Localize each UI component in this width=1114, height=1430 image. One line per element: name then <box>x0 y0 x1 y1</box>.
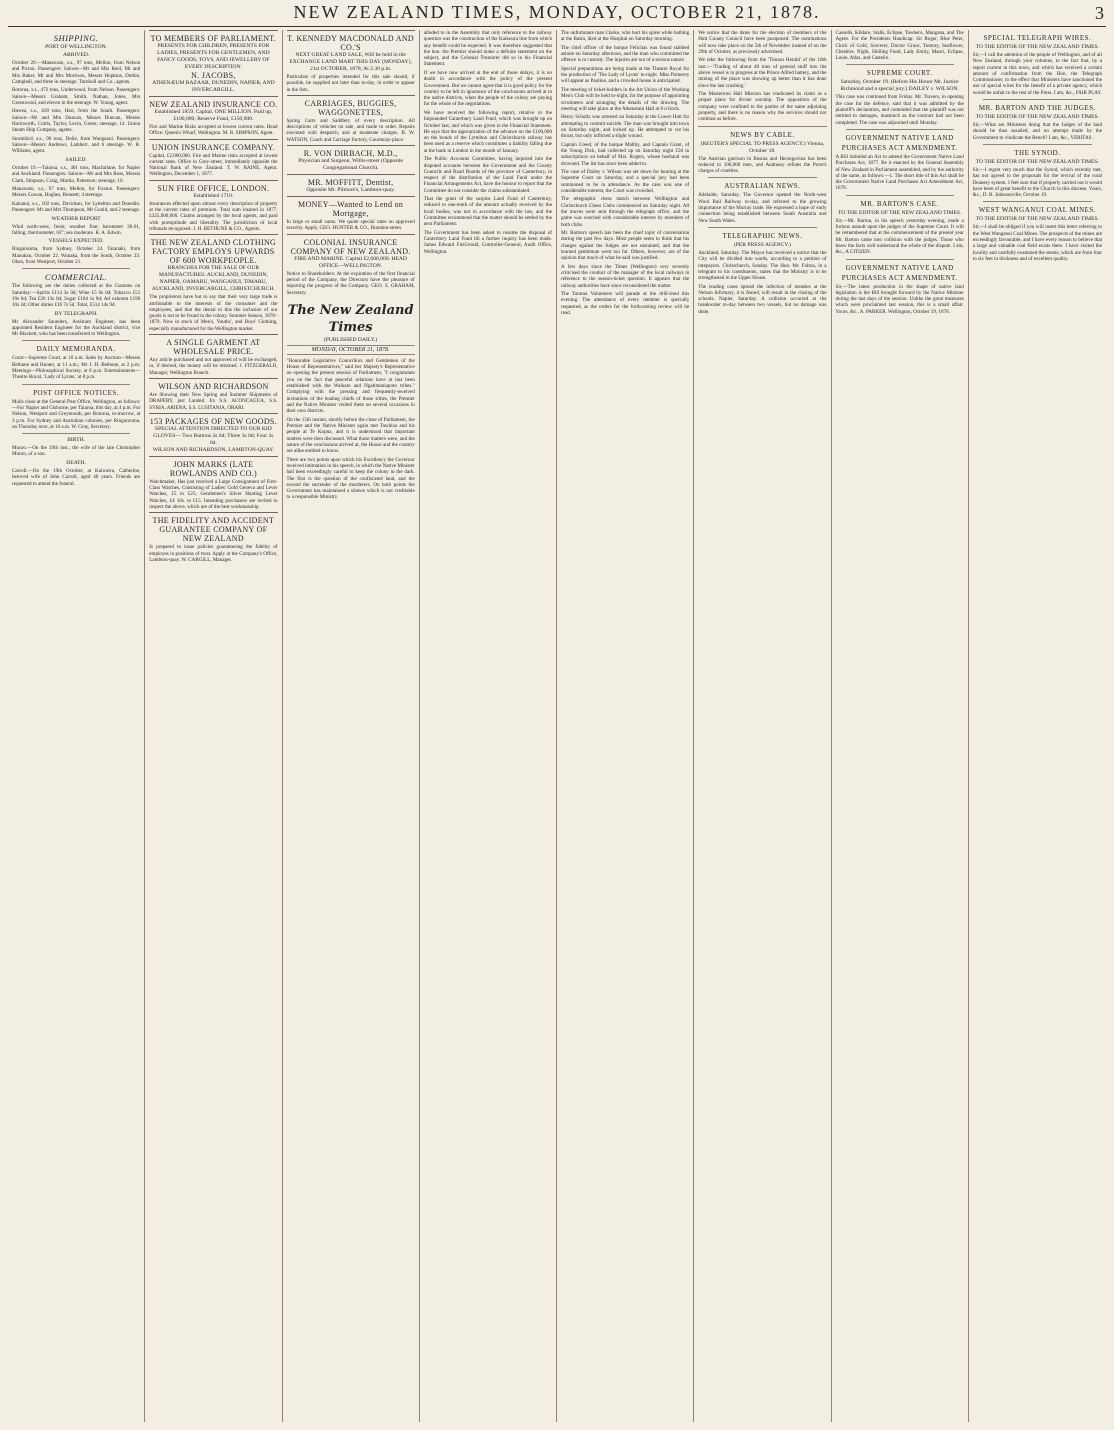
shipping-paragraph: Manawatu, s.s., 97 tons, Mellon, for Foxton. Passengers: Messrs Cowan, Hughes, Bennett; 4 steerage. <box>12 185 141 199</box>
letter-heading: GOVERNMENT NATIVE LAND PURCHASES ACT AMENDMENT. <box>841 263 958 282</box>
ad-heading: 153 PACKAGES OF NEW GOODS. <box>149 416 277 426</box>
letter-subheading: TO THE EDITOR OF THE NEW ZEALAND TIMES. <box>975 158 1100 165</box>
column-7 <box>832 30 969 1422</box>
divider <box>983 201 1092 202</box>
expected-vessels: Ringarooma, from Sydney, October 24. Taranaki, from Manukau, October 22. Wanaka, from the South, October 23. Ohau, from Westport, October 21. <box>12 246 141 265</box>
ad-line: NEXT GREAT LAND SALE, Will be held in the EXCHANGE LAND MART THIS DAY (MONDAY), 21st OCTOBER, 1878, At 2.30 p.m. <box>289 52 412 72</box>
letter-text: Sir,—Mr. Barton, in his speech yesterday evening, made a furious assault upon the judges of the Supreme Court. It will be remembered that at the commencement of the present year Mr. Barton came into collision with the judges. Those who knew the facts well understand the whole of the dispute. I am, &c., A CITIZEN. <box>835 217 964 256</box>
column-5 <box>557 30 694 1422</box>
advertisement <box>287 145 415 174</box>
divider <box>22 340 130 341</box>
divider <box>708 227 816 228</box>
telegraph-paragraph: Mr Alexander Saunders, Assistant Engineer, has been appointed Resident Engineer for the Auckland district, vice Mr Blackett, who has been transferred to Wellington. <box>12 318 141 338</box>
ad-heading: T. KENNEDY MACDONALD AND CO.'S <box>287 34 414 52</box>
letter-subheading: TO THE EDITOR OF THE NEW ZEALAND TIMES. <box>837 209 962 216</box>
postal-paragraph: Mails close at the General Post Office, Wellington, as follows:—For Napier and Gisborne, per Taiaroa, this day, at 4 p.m. For Nelson, Westport and Greymouth, per Rotorua, to-morrow, at 3 p.m. For Sydney and Australian colonies, per Ringarooma, on Thursday next, at 10 a.m. W. Gray, Secretary. <box>12 398 141 430</box>
ad-body: Is prepared to issue policies guaranteeing the fidelity of employes in positions of trust. Apply at the Company's Office, Lambton-quay. W. CARGILL, Manager. <box>149 544 278 563</box>
advertisement <box>149 334 277 378</box>
sailed-label: SAILED. <box>65 156 87 163</box>
divider <box>22 384 130 385</box>
weather-report: Wind north-west, fresh; weather fine; barometer 30·01, falling; thermometer, 63°; sea moderate. R. A. Edwin. <box>12 223 141 236</box>
letter-heading: MR. BARTON AND THE JUDGES. <box>978 104 1096 113</box>
advertisement <box>149 30 277 96</box>
advertisement <box>287 234 415 298</box>
news-item: The unfortunate man Clarke, who hurt his spine while bathing at the Basin, died at the Hospital on Saturday morning. <box>561 30 690 43</box>
news-item: The Mastertoni Hall Mission has vindicated its claim as a proper place for divine worship. The opposition of the company were confined to the parties of the same adjoining property, and there is no reason why the services should not continue as before. <box>698 91 827 123</box>
ad-body: In large or small sums. We quote special rates on approved security. Apply, GEO. HUNTER & CO., Brandon-street. <box>286 219 415 232</box>
article-paragraph: The Government has been asked to resume the disposal of Canterbury Land Fund till a further inquiry has been made. James Edward FitzGerald, Controller-General, Audit Office, Wellington. <box>423 229 552 255</box>
news-item: We notice that the dates for the election of members of the Hutt County Council have been postponed. The nominations will now take place on the 5th of November instead of on the 29th of October, as previously advertised. <box>698 30 827 55</box>
shipping-heading: SHIPPING. <box>53 33 99 43</box>
ad-heading: NEW ZEALAND INSURANCE CO. <box>149 100 278 109</box>
advertisement <box>287 174 415 196</box>
editorial-paragraph: There are two points upon which his Excellency the Governor received intimation in his speech, in which the Native Minister had been exceedingly careful to keep the colony in the dark. The first is the question of the confiscated land, and the second the surrender of the murderers. On both points the Government has maintained a silence which is not creditable to a responsible Ministry. <box>286 456 415 501</box>
letter-text: Sir,—What are Ministers doing that the Judges of the land should be thus assailed, and no attempt made by the Government to vindicate the Bench? I am, &c., VERITAS. <box>972 122 1102 141</box>
ad-line: SPECIAL ATTENTION DIRECTED TO OUR KID GLOVES— Two Buttons 2s 6d; Three 3s 0d; Four 3s 6d. <box>153 425 274 446</box>
ad-body: Are Showing their New Spring and Summer Shipments of DRAPERY, just Landed. Ex S.S. ACONCAGUA, S.S. SYRIA, ARIENA, S.S. LUSITANIA, ORARI. <box>149 391 278 411</box>
page-number: 3 <box>1095 3 1104 23</box>
divider <box>983 99 1092 100</box>
birth-heading: BIRTH. <box>67 437 86 444</box>
newspaper-nameplate: The New Zealand Times <box>287 302 414 335</box>
newspaper-columns <box>8 30 1106 1422</box>
masthead <box>0 0 1114 24</box>
ad-heading: WILSON AND RICHARDSON <box>158 381 269 391</box>
divider <box>698 126 826 127</box>
ad-heading: SUN FIRE OFFICE, LONDON. <box>157 183 270 193</box>
advertisement <box>287 30 415 95</box>
ad-heading: CARRIAGES, BUGGIES, WAGGONETTES, <box>304 98 397 117</box>
column-8 <box>969 30 1106 1422</box>
news-item: A few days since the Times (Wellington) very severely criticised the conduct of the manager of the local railways in reference to the season-ticket question. It appears that the railway authorities have since reconsidered the matter. <box>561 263 690 289</box>
nameplate-subtitle: (PUBLISHED DAILY.) <box>323 336 378 343</box>
commercial-heading: COMMERCIAL. <box>44 272 108 283</box>
postal-heading: POST OFFICE NOTICES. <box>33 388 120 397</box>
ad-heading: UNION INSURANCE COMPANY. <box>151 142 275 152</box>
news-item: Special preparations are being made at the Theatre Royal for the production of 'The Lady of Lyons' to-night. Miss Pomeroy will appear as Pauline, and a crowded house is anticipated. <box>561 65 690 85</box>
ad-heading: A SINGLE GARMENT AT WHOLESALE PRICE. <box>166 338 261 357</box>
news-item: Mr. Barton's speech has been the chief topic of conversation during the past few days. Most people seem to think that his charges against the Judges are not sustained, and that the learned gentleman went too far. Others, however, are of the opinion that much of what he said was justified. <box>561 230 690 262</box>
telegraphic-news-heading: TELEGRAPHIC NEWS. <box>722 231 803 240</box>
arrived-label: ARRIVED. <box>62 52 90 58</box>
column-1 <box>8 30 145 1422</box>
letter-text: Sir,—I shall be obliged if you will insert this letter referring to the West Wanganui Coal Mines. The prospects of the mines are exceedingly favourable, and I have every reason to believe that a large and valuable coal field exists there. I have visited the locality and carefully examined the seams, which are from four to six feet in thickness and of excellent quality. <box>972 224 1102 262</box>
advertisement <box>287 95 415 145</box>
ad-line: Physician and Surgeon, Willis-street (Opposite Congregational Church). <box>298 158 403 172</box>
weather-heading: WEATHER REPORT <box>51 215 101 222</box>
ad-line: PRESENTS FOR CHILDREN, PRESENTS FOR LADIES, PRESENTS FOR GENTLEMEN, AND FANCY GOODS, TOYS, AND JEWELLERY OF EVERY DESCRIPTION. <box>157 43 270 70</box>
ad-body: Notice to Shareholders: At the expiration of the first financial period of the Company, the Directors have the pleasure of reporting the progress of the Company. GEO. S. GRAHAM, Secretary. <box>286 270 415 296</box>
bill-heading: GOVERNMENT NATIVE LAND PURCHASES ACT AMENDMENT. <box>841 133 958 152</box>
ad-body: The proprietors have but to say that their very large trade is attributable to the interests of the consumer and the employees, and that the denial to this the inclusion of our goods is not to be found in the colony. Summer Season, 1878–1879. Now in stock of Men's, Youths', and Boys' Clothing, especially manufactured for the Wellington market. <box>149 294 278 332</box>
ad-heading: MONEY—Wanted to Lend on Mortgage, <box>298 200 404 219</box>
article-paragraph: If we have now arrived at the end of those delays, it is no doubt in accordance with the policy of the present Government. But we cannot agree that it is good policy for the country to be left in ignorance of the conclusions arrived at in the native districts, when the people of the colony are paying for the whole of the negotiations. <box>423 69 552 108</box>
letter-text: Sir,—The latest production in the shape of native land legislation is the Bill brought forward by the Native Minister during the last days of the session. Unlike the great measures which were proclaimed last session, this is a small affair. Yours, &c., A. PARKER. Wellington, October 19, 1878. <box>835 283 964 315</box>
letter-heading: WEST WANGANUI COAL MINES. <box>978 206 1097 215</box>
australian-news-heading: AUSTRALIAN NEWS. <box>724 182 801 191</box>
death-heading: DEATH. <box>66 459 86 466</box>
ad-line: Established 1859. Capital, ONE MILLION. Paid up, £100,000; Reserve Fund, £150,000. <box>154 109 273 122</box>
divider <box>846 259 954 260</box>
advertisement <box>149 378 277 413</box>
ad-body: Any article purchased and not approved of will be exchanged, or, if desired, the money will be returned. J. FITZGERALD, Manager, Wellington Branch. <box>149 357 278 376</box>
cable-news-subheading: (REUTER'S SPECIAL TO PRESS AGENCY.) Vienna, October 18. <box>700 140 825 154</box>
article-paragraph: alluded to in the Assembly that only reference to the railway question was the construction of the Kaikoura line from which any benefit could be expected. It was therefore suggested that the hon. the Premier should make a definite statement on the subject, and the Colonial Treasurer did so in his Financial Statement. <box>423 30 552 68</box>
shipping-paragraph: Hawea, s.s., 418 tons, Hart, from the South. Passengers: Saloon—Mr and Mrs Duncan, Misses Duncan, Messrs Hackworth, Curtis, Taylor, Levin, Green; steerage, 14. Union Steam Ship Company, agents. <box>12 108 141 134</box>
column-6 <box>694 30 831 1422</box>
news-item: We take the following from the 'Timaru Herald' of the 18th inst.:—'Trading of about 40 tons of general stuff into the above vessel is in progress at the Prince Alfred battery, and the mining of the place was showing up better than it has done since the last crushing.' <box>698 57 827 89</box>
column-3 <box>283 30 420 1422</box>
ad-heading: JOHN MARKS (LATE ROWLANDS AND CO.) <box>169 459 257 478</box>
cable-news-heading: NEWS BY CABLE. <box>730 130 795 139</box>
article-paragraph: That the grant of the surplus Land Fund of Canterbury, reduced to one-tenth of the amount actually received by the local bodies, was not in accordance with the law, and the Committee recommend that the matter should be settled by the next Parliament. <box>423 196 552 228</box>
advertisement <box>149 413 277 456</box>
masthead-rule <box>8 26 1106 27</box>
ad-body: Watchmaker, Has just received a Large Consignment of First-Class Watches, Consisting of Ladies' Gold Geneva and Lever Watches, £5 to £25; Gentlemen's Silver Hunting Lever Watches, £4 10s. to £15. Intending purchasers are invited to inspect the above, which are of the best workmanship. <box>149 478 278 511</box>
ad-line: ATHENÆUM BAZAAR, DUNEDIN, NAPIER, AND INVERCARGILL. <box>152 80 275 93</box>
ad-line: Established 1710. <box>193 192 234 199</box>
news-item: Cassells, Kildare, Stalls, Eclipse, Tawhero, Mangana, and The Agent. For the Presidents Handicap: Sir Roger, Blue Peter, Chick of Gold, Sorcerer, Doctor Grace, Tommy, Seaflower, Cheshire, Night, Shilling Fund, Lady Emily, Maori, Eclipse, Louie, Atlas, and Castello. <box>835 30 964 62</box>
shipping-paragraph: Rotorua, s.s., 472 tons, Underwood, from Nelson. Passengers: Saloon—Messrs Graham, Smith, Nathan, Jones, Mrs Greenwood, and eleven in the steerage. W. Young, agent. <box>12 87 141 106</box>
supreme-court-subheading: Saturday, October 19. (Before His Honor Mr. Justice Richmond and a special jury.) DAILEY v. WILSON. <box>840 79 959 93</box>
bill-text: A Bill intituled an Act to amend the Government Native Land Purchases Act, 1877. Be it enacted by the General Assembly of New Zealand in Parliament assembled, and by the authority of the same, as follows:—1. The short title of this Act shall be the Government Native Land Purchases Act Amendment Act, 1878. <box>835 153 964 192</box>
death-notice: Carroll.—On the 19th October, at Kaiwarra, Catherine, beloved wife of John Carroll, aged 48 years. Friends are requested to attend the funeral. <box>12 467 141 487</box>
letter-subheading: TO THE EDITOR OF THE NEW ZEALAND TIMES. <box>975 44 1100 50</box>
advertisement <box>149 139 277 180</box>
advertisement <box>149 456 277 512</box>
column-2 <box>145 30 282 1422</box>
expected-heading: VESSELS EXPECTED. <box>48 238 104 245</box>
article-paragraph: The Public Accounts Committee, having inquired into the disputed accounts between the Government and the County Councils and Road Boards of the province of Canterbury, in respect of the distribution of the Land Fund under the Financial Arrangements Act, have the honour to report that the Committee do not consider the claims substantiated. <box>423 156 552 194</box>
advertisement <box>149 96 277 139</box>
divider <box>983 144 1092 145</box>
ad-heading: THE FIDELITY AND ACCIDENT GUARANTEE COMPANY OF NEW ZEALAND <box>152 516 275 544</box>
advertisement <box>149 512 277 565</box>
ad-line: Opposite Mr. Pilmore's, Lambton-quay. <box>306 187 395 194</box>
advertisement <box>149 234 277 334</box>
letter-text: Sir,—I call the attention of the people of Wellington, and of all New Zealand, through your columns, to the fact that, by a report current in this town, and which has received a certain amount of confirmation from the Hon. the Telegraph Commissioner, to the effect that Ministers have sanctioned the use of special wires for the benefit of a private agency, which would be unfair to the rest of the Press. I am, &c., FAIR PLAY. <box>972 52 1102 96</box>
ad-body: Spring Carts and Saddlery of every description. All descriptions of vehicles on sale, and made to order. Repairs executed with despatch, and at moderate charges. B. W. WATSON, Coach and Carriage Factory, Courtenay-place. <box>286 117 415 143</box>
telegraphic-news-subheading: (PER PRESS AGENCY.) <box>733 241 791 248</box>
news-item: Captain Creed, of the barque Maltby, and Captain Grant, of the Young Dick, had collected up on Saturday night £30 in subscriptions on behalf of Mrs. Rogers, whose husband was drowned. The list has since been added to. <box>561 141 690 167</box>
australian-news-item: Adelaide, Saturday. The Governor opened the North-west Wool Rail Railway to-day, and referred to the growing importance of the Murray trade. He expressed a hope of early connection being established between South Australia and New South Wales. <box>698 192 827 224</box>
letter-subheading: TO THE EDITOR OF THE NEW ZEALAND TIMES. <box>975 216 1100 223</box>
article-paragraph: We have received the following report, relative to the Impounded Canterbury Land Fund, which was brought up on October last, and which was given in the Financial Statement. He says that the appropriation of the advance on the £100,000 on the bonds of the Lyttelton and Christchurch railway has been used as a reserve which constitutes a liability falling due at the bank in London in the month of January. <box>423 109 552 154</box>
ad-body: Particulars of properties intended for this sale should, if possible, be supplied not later than to-day, in order to appear in the lists. <box>286 74 415 93</box>
news-item: The chief officer of the barque Felicitas was found stabbed ashore on Saturday afternoon, and the man who committed the offence is in custody. The injuries are not of a serious nature. <box>561 44 690 64</box>
memoranda-heading: DAILY MEMORANDA. <box>36 345 116 354</box>
telegraphic-news-item: Auckland, Saturday. The Mayor has received a notice that the City will be divided into wards, according to a petition of ratepayers. Christchurch, Sunday. The Hon. Mr. Fulton, in a telegram to his constituents, states that the Ministry is to be strengthened in the Upper House. <box>698 249 827 282</box>
divider <box>22 268 130 269</box>
shipping-paragraph: October 20.—Manawatu, s.s., 97 tons, Mellon, from Nelson and Picton. Passengers: Saloon—Mr and Mrs Reid, Mr and Mrs Baker, Mr and Mrs Morrison, Messrs Hopkins, Duthie, Campbell, and three in steerage. Turnbull and Co., agents. <box>12 60 141 85</box>
divider <box>22 433 130 434</box>
divider <box>846 129 954 130</box>
editorial-paragraph: "Honorable Legislative Councillors and Gentlemen of the House of Representatives," said her Majesty's Representative on opening the present session of Parliament, "I congratulate you on the fact that peaceful relations have at last been established with the Waikato and Ngatimaniapoto tribes." Complying with the pressing and frequently-received invitations of the leading chiefs of those tribes, the Premier and the Native Minister visited them on several occasions in their own districts. <box>286 357 415 415</box>
ad-heading: TO MEMBERS OF PARLIAMENT. <box>150 34 277 43</box>
port-subheading: PORT OF WELLINGTON. <box>45 44 108 50</box>
masthead-title: NEW ZEALAND TIMES, MONDAY, OCTOBER 21, 1878. <box>293 2 821 22</box>
ad-name: WILSON AND RICHARDSON, LAMBTON-QUAY. <box>152 446 274 453</box>
letter-subheading: TO THE EDITOR OF THE NEW ZEALAND TIMES. <box>975 114 1100 121</box>
supreme-court-report: This case was continued from Friday. Mr. Travers, in opening the case for the defence, said that it was admitted by the plaintiff's declaration, and contended that the plaintiff was not entitled to damages, inasmuch as the contract had not been completed. The case was adjourned until Monday. <box>835 94 964 126</box>
letter-text: Sir,—I regret very much that the Synod, which recently met, has not agreed to the proposals for the revival of the rural Deanery system. I feel sure that if properly carried out it would have been of great benefit to the Church in this diocese. Yours, &c., D. B. Johnsonville, October 19. <box>972 166 1102 199</box>
column-4 <box>420 30 557 1422</box>
letter-heading: SPECIAL TELEGRAPH WIRES. <box>983 34 1092 42</box>
news-item: The case of Dailey v. Wilson was set down for hearing at the Supreme Court on Saturday, and a special jury had been summoned to be in attendance. As the case was one of considerable interest, the Court was crowded. <box>561 169 690 194</box>
memoranda-paragraph: Court—Supreme Court, at 10 a.m. Sales by Auction—Messrs Bethune and Hunter, at 11 a.m.; Mr J. H. Bethune, at 2 p.m. Meetings—Philosophical Society, at 8 p.m. Entertainments—Theatre Royal, 'Lady of Lyons,' at 8 p.m. <box>12 355 141 381</box>
ad-heading: THE NEW ZEALAND CLOTHING FACTORY EMPLOYS UPWARDS OF 600 WORKPEOPLE. <box>150 238 277 266</box>
ad-name: N. JACOBS, <box>191 71 236 80</box>
ad-line: FIRE AND MARINE. Capital £2,000,000. HEAD OFFICE—WELLINGTON. <box>294 255 407 269</box>
birth-notice: Munro.—On the 19th inst., the wife of the late Christopher Munro, of a son. <box>12 445 141 458</box>
telegraphic-news-item: The leading cases spread the infection of measles at the Nelson Infirmary, it is feared, will result in the closing of the schools. Napier, Saturday. A collision occurred at the breakwater to-day between two vessels, but no damage was done. <box>698 283 827 315</box>
commercial-paragraph: The following are the duties collected at the Customs on Saturday:—Spirits £114 3s 0d; Wine £5 0s 0d; Tobacco £51 19s 6d; Tea £26 13s 0d; Sugar £104 1s 8d; Ad valorem £196 10s 2d; Other duties £16 7s 5d. Total, £514 14s 9d. <box>12 283 141 309</box>
letter-heading: MR. BARTON'S CASE. <box>860 199 939 208</box>
ad-body: Capital, £2,000,000. Fire and Marine risks accepted at lowest current rates. Office in Grey-street, immediately opposite the National Bank of New Zealand. T. W. RAINE, Agent. Wellington, December 1, 1877. <box>149 152 278 178</box>
shipping-paragraph: Kakanui, s.s., 102 tons, Davidson, for Lyttelton and Dunedin. Passengers: Mr and Mrs Thompson, Mr Gould, and 2 steerage. <box>12 200 141 214</box>
supreme-court-heading: SUPREME COURT. <box>866 69 933 78</box>
editorial-dateline: MONDAY, OCTOBER 21, 1878. <box>287 345 415 355</box>
letter-heading: THE SYNOD. <box>1014 148 1061 157</box>
advertisement <box>149 180 277 234</box>
ad-body: Fire and Marine Risks accepted at lowest current rates. Head Office: Queen's Wharf, Wellington. M. R. SIMPSON, Agent. <box>149 124 278 137</box>
ad-heading: R. VON DIRBACH, M.D., <box>303 149 398 159</box>
ad-body: Insurances effected upon almost every description of property at the current rates of premium. Total sum insured in 1877, £325,000,000. Claims arranged by the local agents, and paid with promptitude and liberality. The jurisdiction of local tribunals recognised. J. H. BETHUNE & CO., Agents. <box>149 200 278 232</box>
advertisement <box>287 196 415 234</box>
news-item: The meeting of ticket-holders in the Art Union of the Working Men's Club will be held to-night, for the purpose of appointing scrutineers and arranging the details of the drawing. The meeting will take place at the Athenæum Hall at 8 o'clock. <box>561 86 690 112</box>
telegraph-heading: BY TELEGRAPH. <box>54 310 98 317</box>
shipping-paragraph: October 19.—Taiaroa, s.s., 401 tons, Macfarlane, for Napier and Auckland. Passengers: Saloon—Mr and Mrs Ross, Messrs Clark, Simpson, Craig, Martin, Patterson; steerage, 10. <box>12 164 141 184</box>
shipping-paragraph: Stormbird, s.s., 90 tons, Doile, from Wanganui. Passengers: Saloon—Messrs Andrews, Lambert, and 6 steerage. W. R. Williams, agent. <box>12 135 141 155</box>
news-item: The Tararua Volunteers will parade at the drill-shed this evening. The attendance of every member is specially requested, as the orders for the forthcoming review will be read. <box>561 291 690 317</box>
ad-heading: MR. MOFFITT, Dentist, <box>307 178 394 188</box>
editorial-paragraph: On the 15th instant, shortly before the close of Parliament, the Premier and the Native Minister again met Tawhiao and his people at Te Kopua, and it is understood that important matters were then discussed. What those matters were, and the nature of the conclusions arrived at, the House and the country are alike entitled to know. <box>286 416 415 455</box>
ad-line: BRANCHES FOR THE SALE OF OUR MANUFACTURES: AUCKLAND, DUNEDIN, NAPIER, OAMARU, WANGANUI, TIMARU, AUCKLAND, INVERCARGILL, CHRISTCHURCH. <box>151 265 275 293</box>
divider <box>846 64 954 65</box>
ad-heading: COLONIAL INSURANCE COMPANY OF NEW ZEALAND. <box>290 237 411 256</box>
news-item: Henry Schultz was arrested on Saturday at the Lower Hutt for attempting to commit suicide. The man was brought into town on Saturday night, and locked up. He attempted to cut his throat, but only inflicted a slight wound. <box>561 114 690 140</box>
divider <box>708 177 816 178</box>
cable-news-item: The Austrian garrison in Bosnia and Herzegovina has been reduced to 100,000 men, and Andrassy refutes the Porte's charges of cruelties. <box>698 155 827 175</box>
divider <box>846 195 954 196</box>
news-item: The telegraphic chess match between Wellington and Christchurch Chess Clubs commenced on Saturday night. All the moves were sent through the telegraph office, and the game was watched with considerable interest by members of both clubs. <box>561 196 690 228</box>
